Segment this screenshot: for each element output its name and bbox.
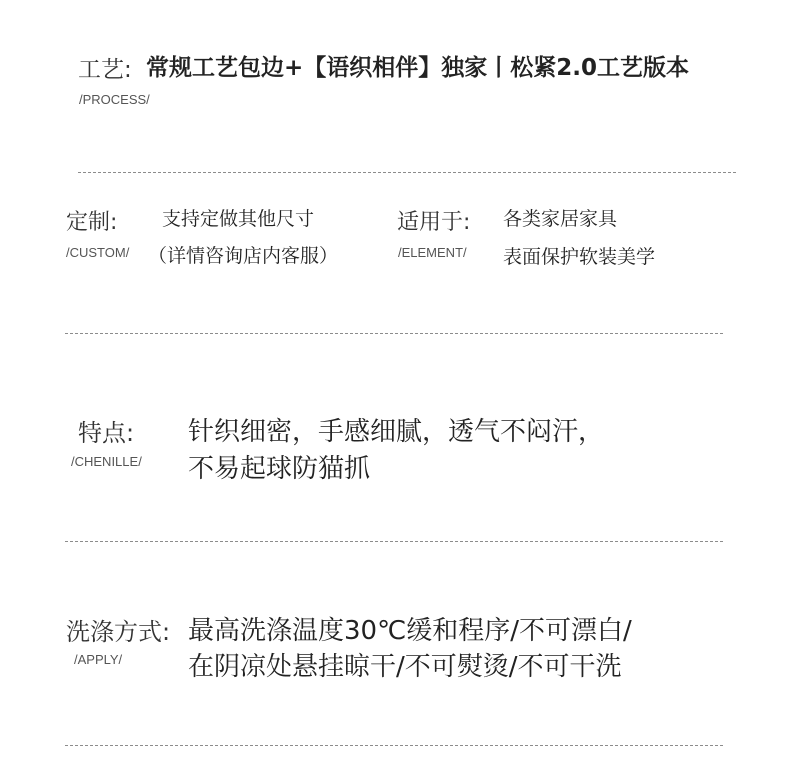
divider [65,333,723,334]
chenille-value-line1: 针织细密，手感细腻，透气不闷汗， [188,417,605,447]
chenille-label: 特点: [78,419,135,447]
element-value-line2: 表面保护软装美学 [503,246,656,268]
custom-en-label: /CUSTOM/ [66,245,130,260]
custom-value-line1: 支持定做其他尺寸 [162,208,315,230]
element-en-label: /ELEMENT/ [398,245,467,260]
apply-en-label: /APPLY/ [74,652,123,667]
element-label: 适用于: [397,210,471,235]
apply-label: 洗涤方式: [66,618,171,646]
divider [78,172,736,173]
process-label: 工艺: [78,57,132,83]
divider [65,541,723,542]
custom-value-line2: （详情咨询店内客服） [148,245,339,267]
element-value-line1: 各类家居家具 [503,208,618,230]
divider [65,745,723,746]
apply-value-line1: 最高洗涤温度30℃缓和程序/不可漂白/ [188,616,632,646]
chenille-en-label: /CHENILLE/ [71,454,142,469]
process-en-label: /PROCESS/ [79,92,150,107]
custom-label: 定制: [66,210,118,235]
chenille-value-line2: 不易起球防猫抓 [188,454,371,484]
process-value: 常规工艺包边+【语织相伴】独家丨松紧2.0工艺版本 [146,55,690,81]
apply-value-line2: 在阴凉处悬挂晾干/不可熨烫/不可干洗 [188,652,622,682]
